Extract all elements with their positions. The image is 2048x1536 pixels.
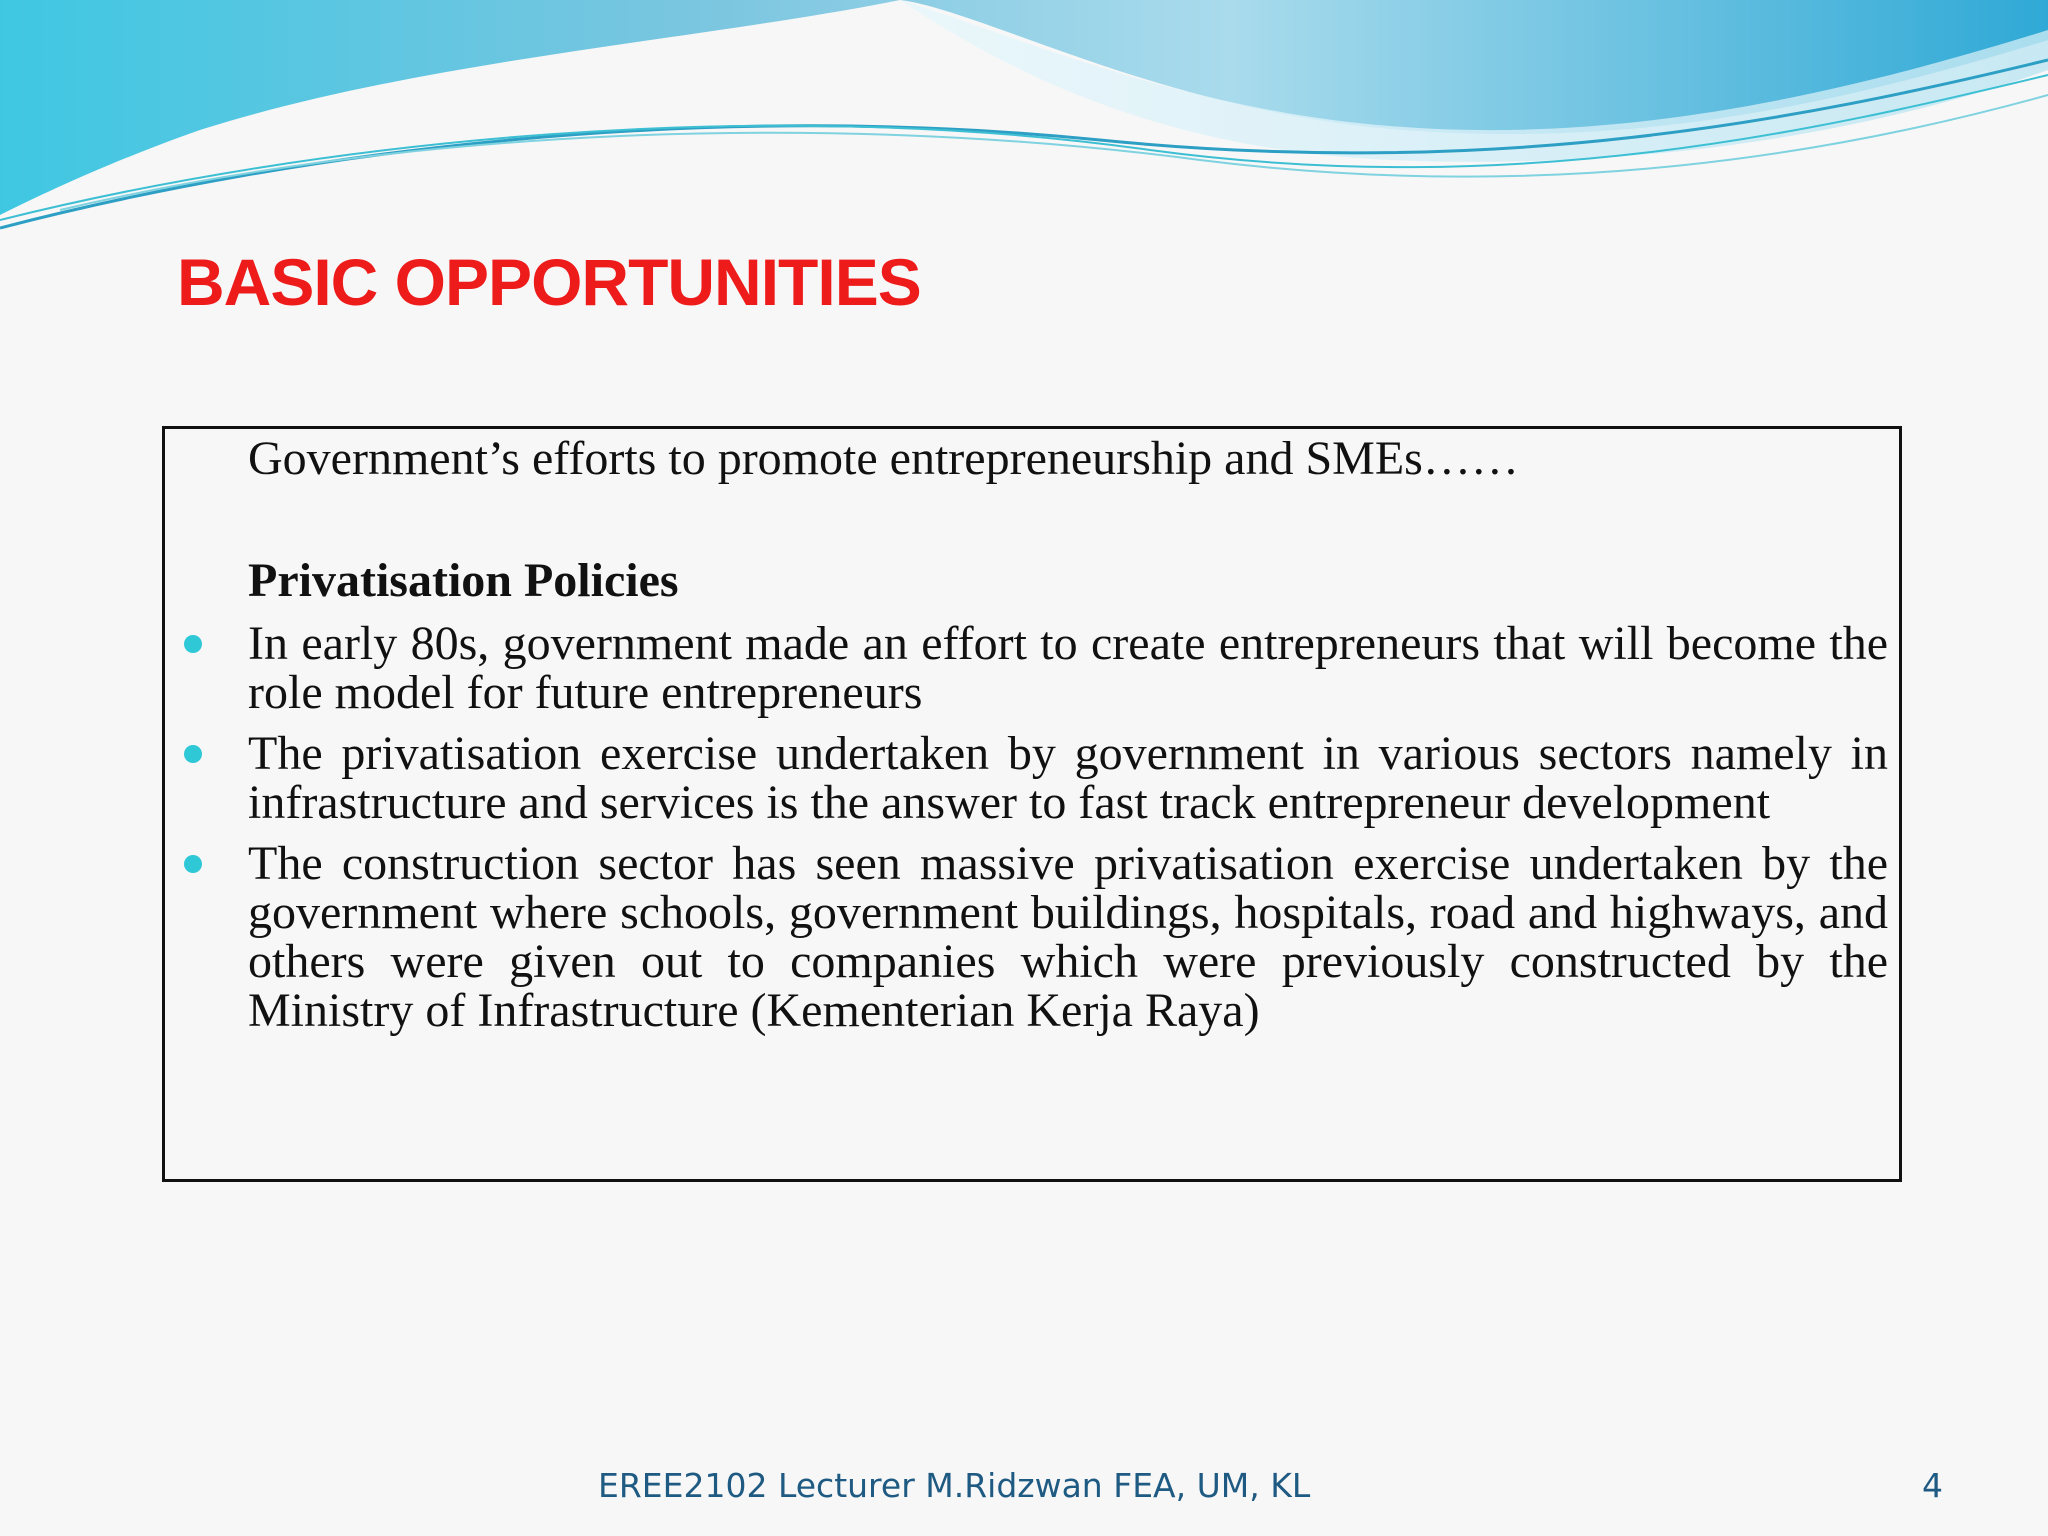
slide-title: BASIC OPPORTUNITIES <box>177 245 921 319</box>
header-wave-decoration <box>0 0 2048 240</box>
intro-text: Government’s efforts to promote entrepreneurship and SMEs…… <box>248 432 1519 485</box>
bullet-list <box>248 619 1888 1047</box>
bullet-dot-icon <box>184 855 202 873</box>
bullet-text: The construction sector has seen massive privatisation exercise undertaken by the government where schools, government buildings, hospitals, road and highways, and others were given out to companies which were previously constructed by the Ministry of Infrastructure (Kementerian Kerja Raya) <box>248 837 1888 1037</box>
bullet-text: In early 80s, government made an effort to create entrepreneurs that will become the role model for future entrepreneurs <box>248 617 1888 719</box>
list-item <box>248 729 1888 827</box>
bullet-dot-icon <box>184 745 202 763</box>
footer-text: EREE2102 Lecturer M.Ridzwan FEA, UM, KL <box>598 1466 1311 1505</box>
bullet-dot-icon <box>184 635 202 653</box>
page-number: 4 <box>1922 1466 1943 1505</box>
bullet-text: The privatisation exercise undertaken by government in various sectors namely in infrastructure and services is the answer to fast track entrepreneur development <box>248 727 1888 829</box>
section-heading: Privatisation Policies <box>248 554 679 607</box>
list-item <box>248 839 1888 1035</box>
content-box <box>162 426 1902 1182</box>
list-item <box>248 619 1888 717</box>
